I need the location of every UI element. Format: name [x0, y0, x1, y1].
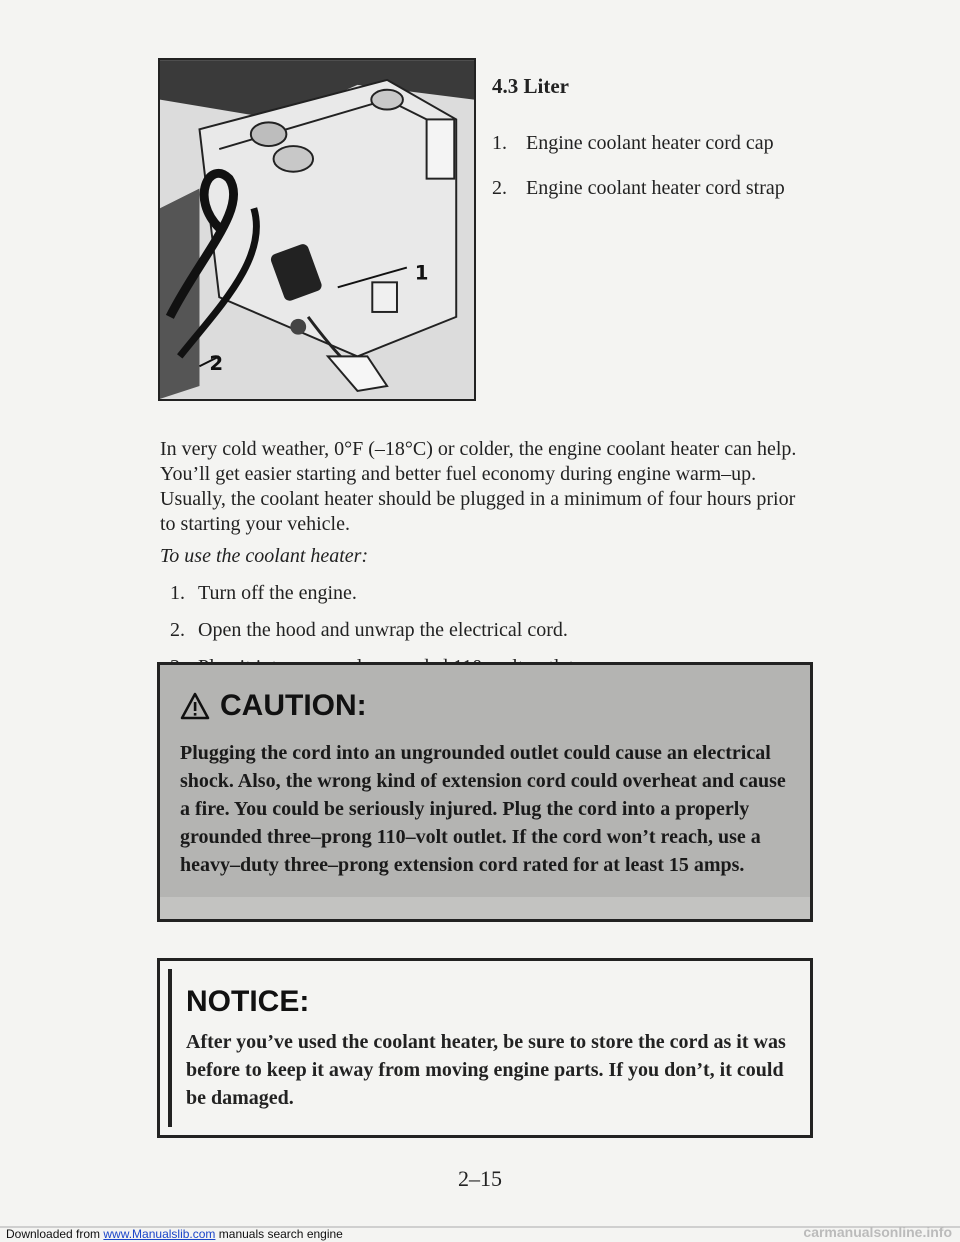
- legend-number: 1.: [492, 132, 507, 154]
- figure-title: 4.3 Liter: [492, 74, 569, 98]
- engine-illustration: [158, 58, 476, 401]
- legend-item: [492, 132, 785, 177]
- page-number: 2–15: [458, 1166, 502, 1191]
- engine-drawing: [160, 60, 474, 399]
- legend-number: 2.: [492, 177, 507, 199]
- legend-item: [492, 177, 785, 222]
- footer-prefix: Downloaded from: [6, 1227, 104, 1241]
- step-item: [170, 582, 579, 619]
- instructions-lead: To use the coolant heater:: [160, 545, 369, 567]
- step-number: 1.: [170, 582, 185, 604]
- figure-callout-1: 1: [414, 261, 429, 285]
- caution-box: [157, 662, 813, 922]
- step-number: 2.: [170, 619, 185, 641]
- manualslib-link[interactable]: www.Manualslib.com: [103, 1227, 216, 1241]
- figure-legend: [492, 132, 785, 222]
- intro-paragraph: In very cold weather, 0°F (–18°C) or colder, the engine coolant heater can help. You’ll get easier starting and better fuel economy during engine warm–up. Usually, the coolant heater should be plugged in a minimum of four hours prior to starting your vehicle.: [160, 438, 797, 535]
- legend-text: Engine coolant heater cord strap: [526, 177, 785, 199]
- caution-text: Plugging the cord into an ungrounded outlet could cause an electrical shock. Also, the wrong kind of extension cord could overheat and cause a fire. You could be seriously injured. Plug the cord into a properly grounded three–prong 110–volt outlet. If the cord won’t reach, use a heavy–duty three–prong extension cord rated for at least 15 amps.: [180, 742, 786, 876]
- caution-heading: [180, 689, 367, 723]
- legend-text: Engine coolant heater cord cap: [526, 132, 774, 154]
- notice-heading: NOTICE:: [186, 985, 310, 1018]
- step-text: Turn off the engine.: [198, 582, 357, 604]
- warning-triangle-icon: [180, 692, 210, 720]
- notice-bar: [168, 969, 172, 1127]
- download-footer: [6, 1227, 343, 1241]
- notice-text: After you’ve used the coolant heater, be sure to store the cord as it was before to keep it away from moving engine parts. If you don’t, it could be damaged.: [186, 1031, 786, 1109]
- footer-suffix: manuals search engine: [215, 1227, 343, 1241]
- step-item: [170, 619, 579, 656]
- step-text: Open the hood and unwrap the electrical cord.: [198, 619, 568, 641]
- caution-label: CAUTION:: [220, 689, 367, 722]
- figure-callout-2: 2: [209, 352, 224, 376]
- notice-box: [157, 958, 813, 1138]
- watermark: carmanualsonline.info: [803, 1224, 952, 1240]
